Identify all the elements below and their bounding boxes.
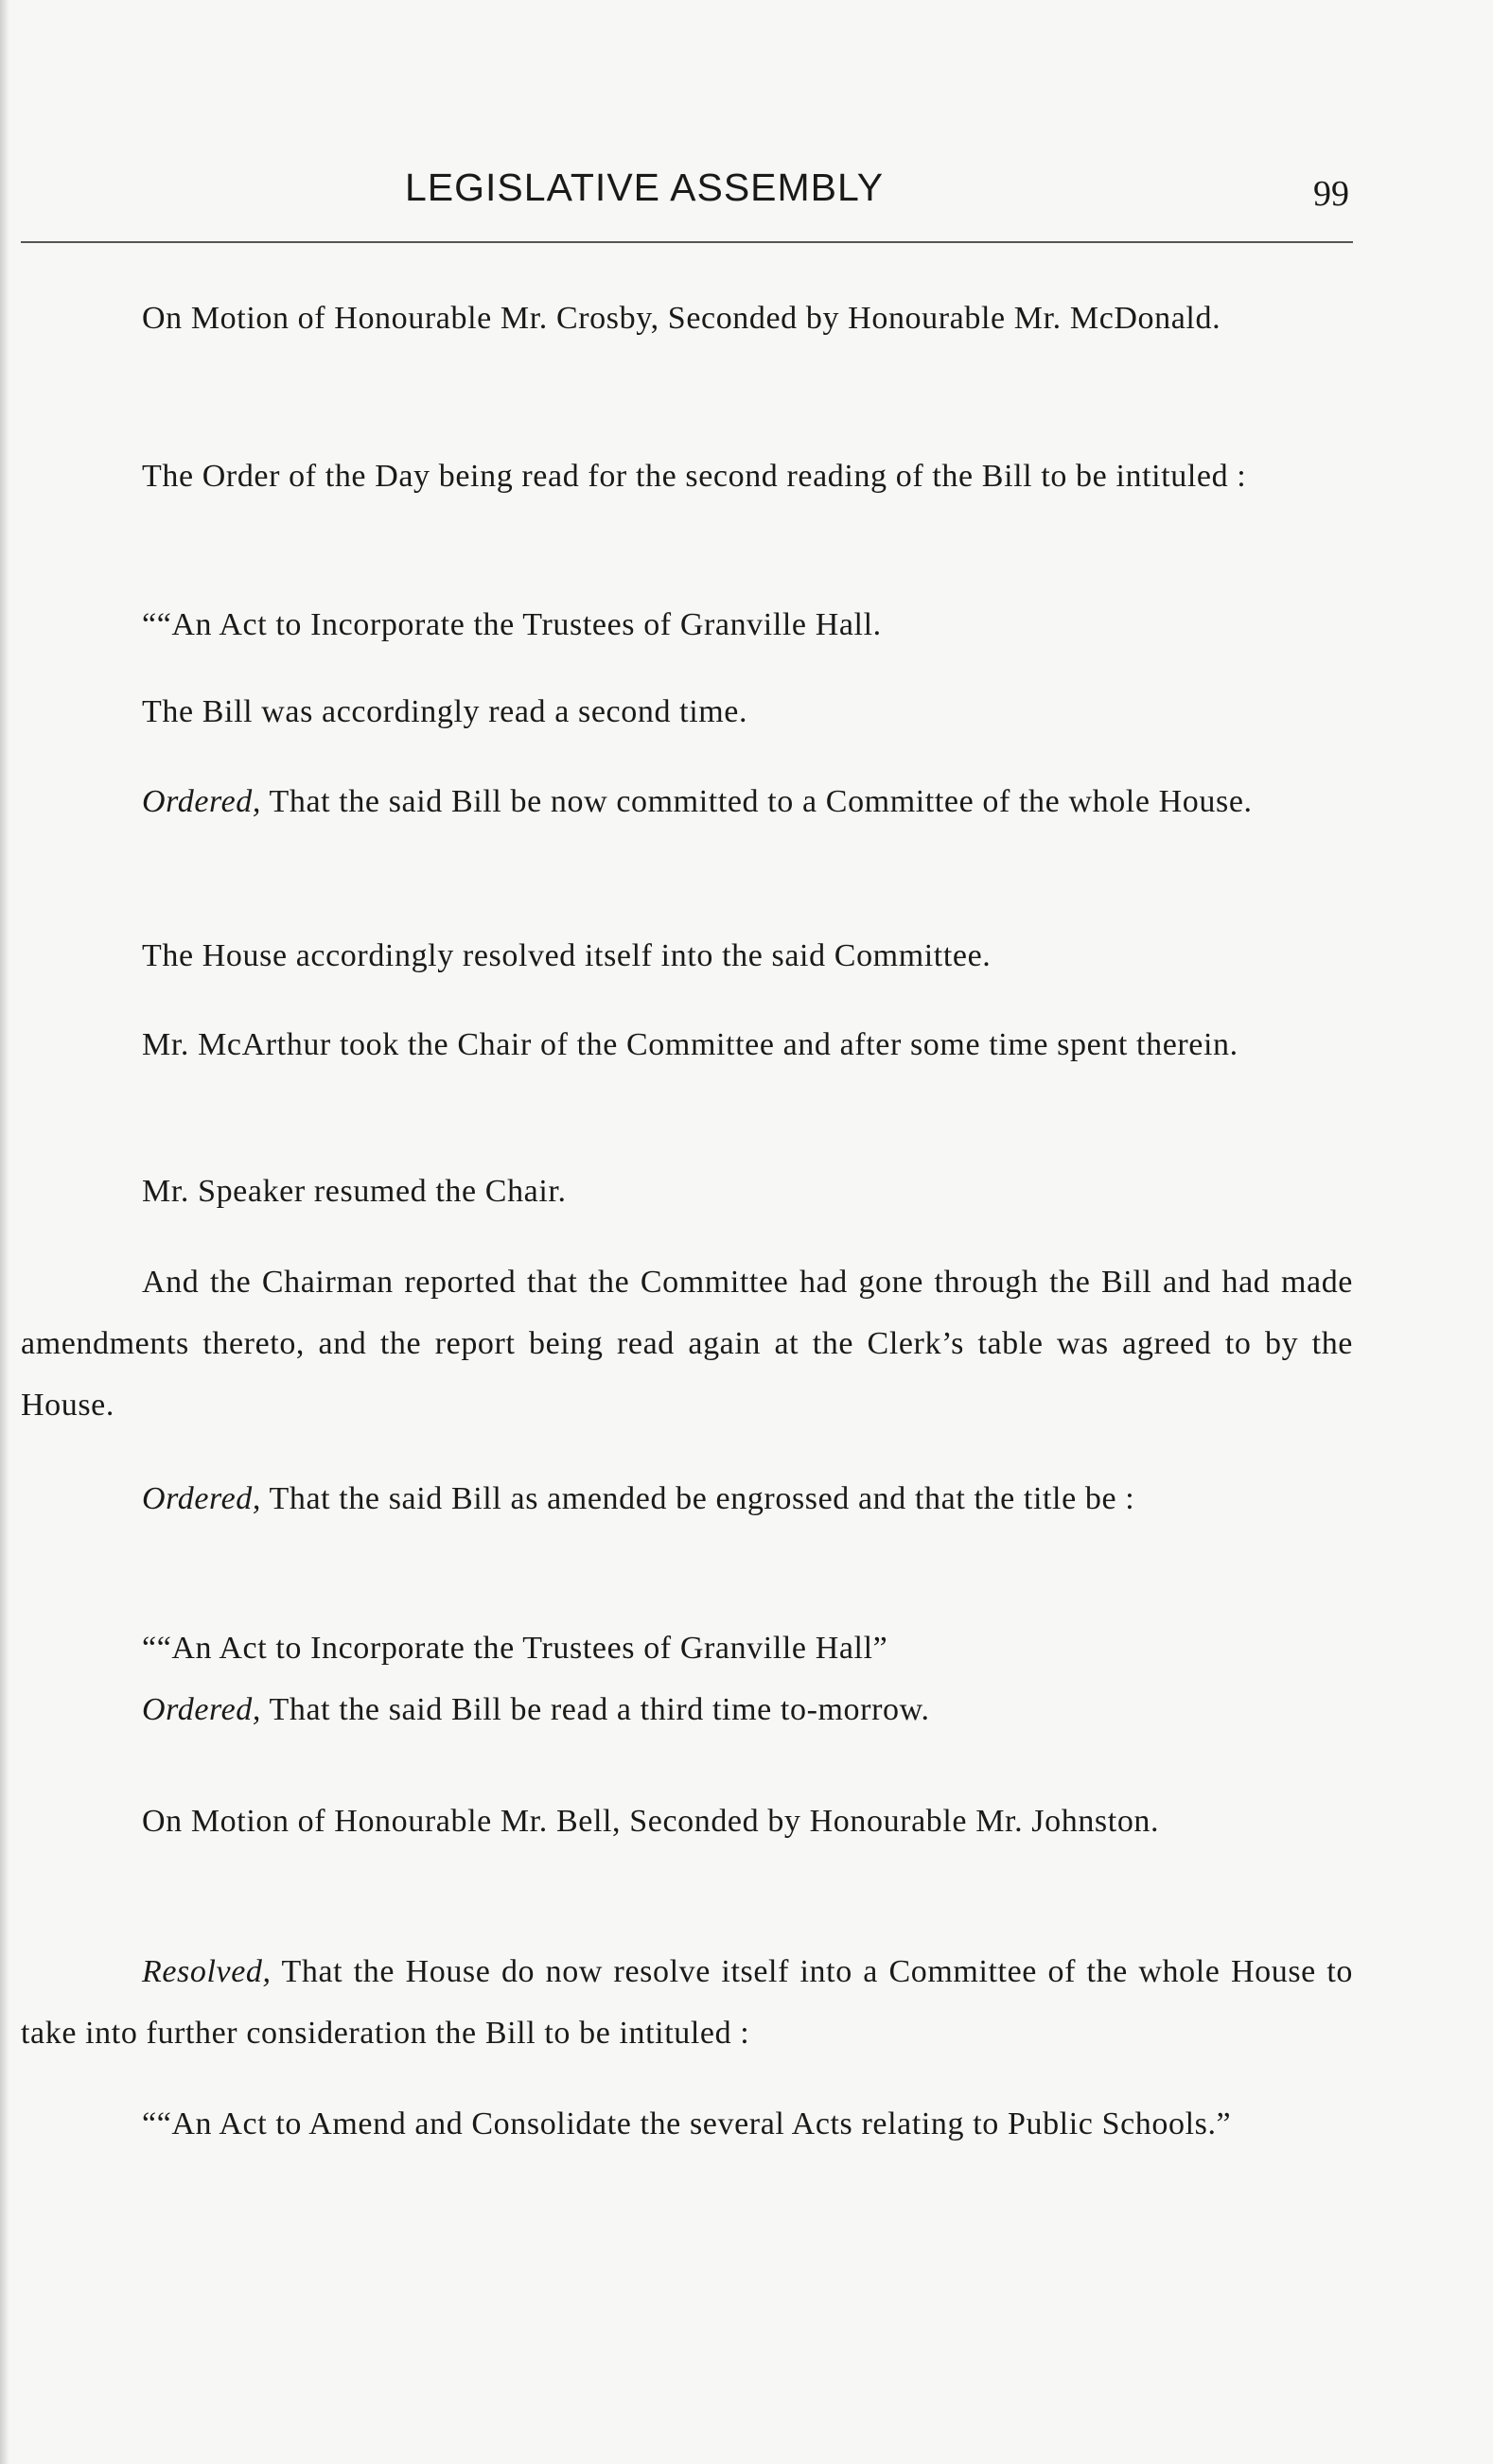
paragraph-resolved-committee: Resolved, That the House do now resolve itself into a Committee of the whole House to take into further consideration the Bill to be intituled :: [21, 1954, 1353, 2051]
paragraph-motion-crosby: On Motion of Honourable Mr. Crosby, Seconded by Honourable Mr. McDonald.: [142, 301, 1221, 336]
page-edge-shadow: [0, 0, 9, 2464]
paragraph-second-reading: The Bill was accordingly read a second time.: [142, 694, 748, 729]
paragraph-bill-title-3: ““An Act to Amend and Consolidate the several Acts relating to Public Schools.”: [142, 2106, 1232, 2141]
paragraph-ordered-engrossed: Ordered, That the said Bill as amended be engrossed and that the title be :: [142, 1481, 1135, 1516]
paragraph-bill-title-2: ““An Act to Incorporate the Trustees of Granville Hall”: [142, 1631, 888, 1666]
running-header-title: LEGISLATIVE ASSEMBLY: [405, 166, 885, 209]
paragraph-mcarthur-chair: Mr. McArthur took the Chair of the Committee and after some time spent therein.: [142, 1027, 1238, 1062]
header-rule: [21, 241, 1353, 243]
paragraph-bill-title-1: ““An Act to Incorporate the Trustees of Granville Hall.: [142, 607, 882, 642]
paragraph-motion-bell: On Motion of Honourable Mr. Bell, Seconded by Honourable Mr. Johnston.: [142, 1804, 1160, 1839]
paragraph-chairman-report: And the Chairman reported that the Committee had gone through the Bill and had made amendments thereto, and the report being read again at the Clerk’s table was agreed to by the House.: [21, 1265, 1353, 1423]
paragraph-ordered-third-reading: Ordered, That the said Bill be read a third time to-morrow.: [142, 1692, 930, 1727]
paragraph-order-of-day: The Order of the Day being read for the second reading of the Bill to be intituled :: [142, 459, 1247, 494]
page-number: 99: [1313, 174, 1349, 214]
paragraph-ordered-committed: Ordered, That the said Bill be now committed to a Committee of the whole House.: [142, 784, 1253, 819]
paragraph-speaker-resumed: Mr. Speaker resumed the Chair.: [142, 1174, 567, 1209]
paragraph-house-resolved: The House accordingly resolved itself into the said Committee.: [142, 938, 992, 973]
